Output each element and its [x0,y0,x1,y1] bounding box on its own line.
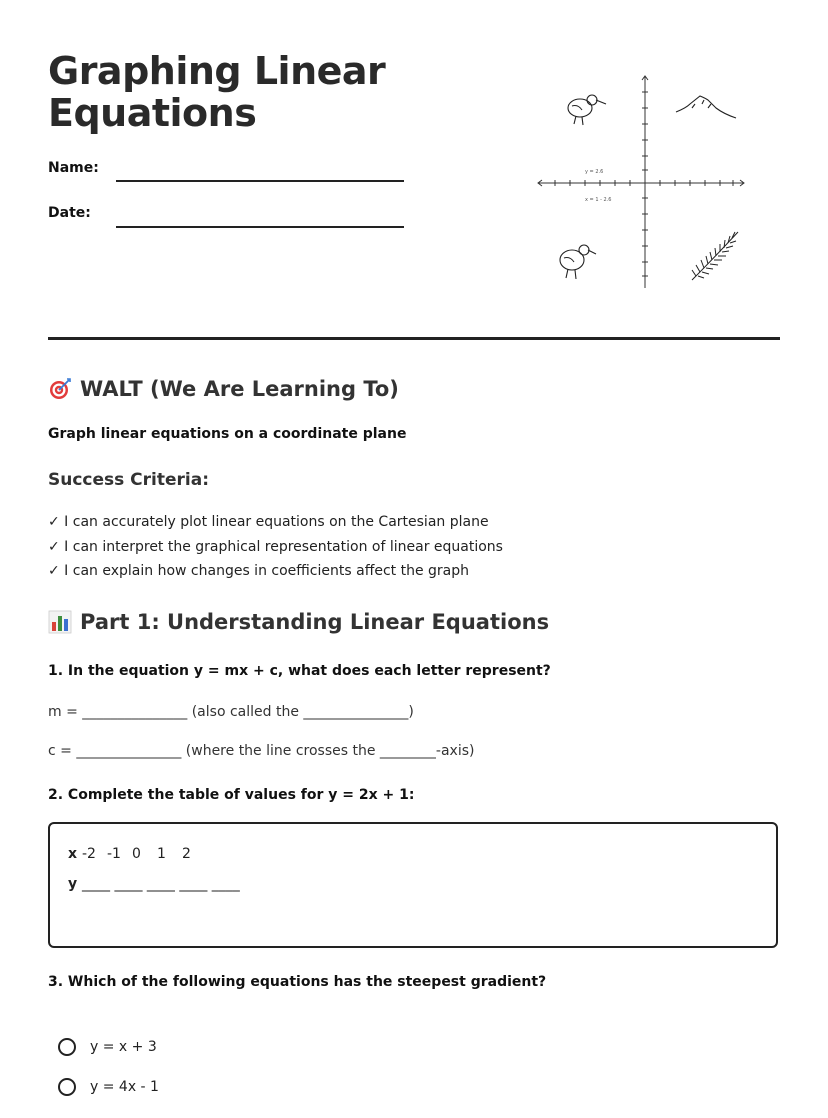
q1-m-blank[interactable]: m = _______________ (also called the _______________) [48,704,414,720]
x-row [68,846,207,862]
date-label: Date: [48,205,91,221]
q3-option[interactable] [58,1078,159,1096]
name-label: Name: [48,160,99,176]
y-blanks[interactable]: ____ ____ ____ ____ ____ [82,876,240,892]
cartesian-plane-illustration [530,70,752,292]
q3-option-label: y = 4x - 1 [90,1079,159,1095]
walt-heading-text: WALT (We Are Learning To) [80,377,399,401]
fern-icon [692,232,738,280]
bar-chart-icon [48,610,72,634]
page-title: Graphing Linear Equations [48,49,386,135]
y-label: y [68,876,78,892]
x-value: -2 [82,846,96,862]
mountain-icon [676,96,736,118]
name-field[interactable] [116,180,404,182]
question-1: 1. In the equation y = mx + c, what does each letter represent? [48,663,551,679]
q3-option[interactable] [58,1038,157,1056]
kiwi-bird-icon [560,245,596,279]
q1-c-blank[interactable]: c = _______________ (where the line crosses the ________-axis) [48,743,475,759]
x-value: 2 [182,846,191,862]
walt-heading [48,377,399,401]
part1-heading-text: Part 1: Understanding Linear Equations [80,610,550,634]
success-criteria-item: ✓ I can explain how changes in coefficients affect the graph [48,563,469,579]
date-field[interactable] [116,226,404,228]
annotation-bottom: x = 1 - 2.6 [585,197,612,203]
kiwi-bird-icon [568,95,606,125]
x-label: x [68,846,78,862]
success-criteria-item: ✓ I can accurately plot linear equations on the Cartesian plane [48,514,489,530]
x-value: -1 [107,846,121,862]
x-value: 0 [132,846,141,862]
table-of-values [48,822,778,948]
annotation-top: y = 2.6 [585,169,604,175]
q3-option-label: y = x + 3 [90,1039,157,1055]
question-3: 3. Which of the following equations has the steepest gradient? [48,974,547,990]
radio-button[interactable] [58,1078,76,1096]
target-icon [48,377,72,401]
part1-heading [48,610,549,634]
question-2: 2. Complete the table of values for y = 2x + 1: [48,787,415,803]
y-row [68,876,240,892]
success-criteria-heading: Success Criteria: [48,470,210,490]
success-criteria-item: ✓ I can interpret the graphical representation of linear equations [48,539,503,555]
section-divider [48,337,780,340]
walt-statement: Graph linear equations on a coordinate plane [48,426,407,442]
radio-button[interactable] [58,1038,76,1056]
x-value: 1 [157,846,166,862]
